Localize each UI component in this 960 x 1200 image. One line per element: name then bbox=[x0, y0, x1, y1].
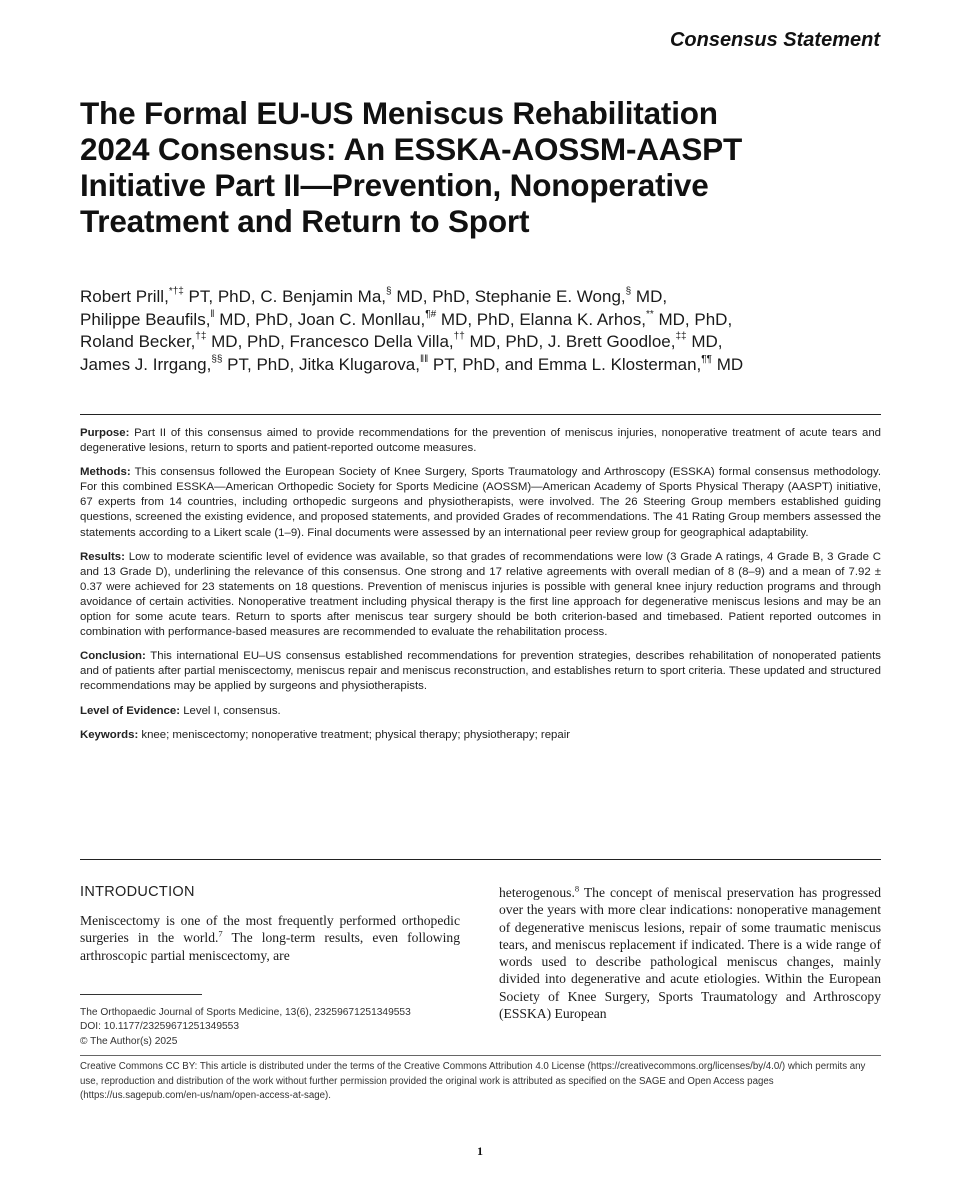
intro-paragraph-right bbox=[499, 884, 881, 1022]
intro-text: The long-term results, even following arthroscopic partial meniscectomy, are bbox=[80, 930, 460, 963]
author-name: Stephanie E. Wong, bbox=[474, 287, 626, 306]
author-list bbox=[80, 286, 890, 376]
abstract-keywords-text: knee; meniscectomy; nonoperative treatment; physical therapy; physiotherapy; repair bbox=[141, 728, 571, 741]
abstract-top-rule bbox=[80, 414, 881, 415]
author-degree: MD, PhD, bbox=[464, 332, 548, 351]
title-line: Treatment and Return to Sport bbox=[80, 203, 530, 239]
abstract-conclusion-text: This international EU–US consensus established recommendations for prevention strategies, describes rehabilitation of nonoperated patients and of patients after partial meniscectomy, meniscus repair and meniscus reconstruction, and establishes return to sport criteria. These updated and structured recommendations may be applied by surgeons and physiotherapists. bbox=[80, 650, 882, 693]
title-line: 2024 Consensus: An ESSKA-AOSSM-AASPT bbox=[80, 131, 743, 167]
author-affiliation-mark: ‖ bbox=[210, 308, 215, 320]
author-affiliation-mark: § bbox=[386, 286, 392, 298]
section-label: Consensus Statement bbox=[669, 29, 880, 51]
abstract-methods-text: This consensus followed the European Society of Knee Surgery, Sports Traumatology and Arthroscopy (ESSKA) formal consensus methodology. For this combined ESSKA—American Orthopedic Society for Sports Medicine (AOSSM)—American Academy of Sports Physical Therapy (AASPT) initiative, 67 experts from 14 countries, including orthopedic surgeons and physiotherapists, were involved. The 26 Steering Group members established guiding questions, screened the existing evidence, and proposed statements, and provided Grades of recommendations. The 41 Rating Group members assessed the statements according to a Likert scale (1–9). Final documents were assessed by an international peer review group for geographical adaptability. bbox=[80, 466, 881, 539]
intro-text: heterogenous. bbox=[499, 885, 575, 900]
article-title bbox=[80, 95, 890, 239]
author-degree: MD, PhD, bbox=[391, 287, 475, 306]
abstract-keywords-label: Keywords: bbox=[80, 728, 139, 741]
author-name: Francesco Della Villa, bbox=[289, 332, 454, 351]
author-name: Robert Prill, bbox=[80, 287, 169, 306]
author-name: Roland Becker, bbox=[80, 332, 196, 351]
author-degree: MD bbox=[712, 354, 744, 374]
author-degree: MD, PhD, bbox=[436, 309, 520, 329]
author-name: J. Brett Goodloe, bbox=[547, 332, 676, 351]
author-name: James J. Irrgang, bbox=[80, 354, 212, 374]
intro-text: Meniscectomy is one of the most frequently performed orthopedic surgeries in the world. bbox=[80, 913, 460, 946]
abstract-results-label: Results: bbox=[80, 550, 125, 563]
author-affiliation-mark: § bbox=[625, 286, 632, 298]
author-name: Elanna K. Arhos, bbox=[519, 309, 646, 329]
author-degree: MD, PhD, bbox=[214, 309, 298, 329]
abstract-keywords bbox=[80, 728, 881, 743]
license-rule bbox=[80, 1055, 881, 1056]
abstract-bottom-rule bbox=[80, 859, 881, 860]
author-degree: MD, PhD, bbox=[653, 309, 733, 329]
journal-info bbox=[80, 1006, 480, 1049]
intro-text: The concept of meniscal preservation has progressed over the years with more clear indications: nonoperative management of degenerative meniscus lesions, repair of some traumatic meniscus tears, and meniscus replacement if indicated. There is a wide range of words used to describe pathological meniscus changes, mainly divided into degenerative and acute etiologies. Within the European Society of Knee Surgery, Sports Traumatology and Arthroscopy (ESSKA) European bbox=[499, 885, 881, 1022]
abstract-conclusion bbox=[80, 649, 881, 694]
copyright: © The Author(s) 2025 bbox=[80, 1035, 178, 1047]
abstract-results bbox=[80, 550, 881, 641]
author-affiliation-mark: ‡‡ bbox=[675, 331, 687, 343]
author-degree: MD, bbox=[631, 287, 668, 306]
author-degree: PT, PhD, bbox=[222, 354, 299, 374]
abstract-evidence-text: Level I, consensus. bbox=[183, 704, 281, 717]
license-notice: Creative Commons CC BY: This article is distributed under the terms of the Creative Commons Attribution 4.0 License (https://creativecommons.org/licenses/by/4.0/) which permits any use, reproduction and distribution of the work without further permission provided the original work is attributed as specified on the SAGE and Open Access pages (https://us.sagepub.com/en-us/nam/open-access-at-sage). bbox=[80, 1061, 866, 1102]
abstract-results-text: Low to moderate scientific level of evidence was available, so that grades of recommendations were low (3 Grade A ratings, 4 Grade B, 3 Grade C and 13 Grade D), underlining the relevance of this consensus. One strong and 17 relative agreements with overall median of 8 (8–9) and a mean of 7.92 ± 0.37 were achieved for 23 statements on 18 questions. Prevention of meniscus injuries is possible with general knee injury reduction programs and through avoidance of certain activities. Nonoperative treatment including physical therapy is the first line approach for degenerative meniscus lesions and may be an option for some acute tears. Return to sports after meniscus tear surgery should be both criterion-based and timebased. Patient reported outcomes in combination with performance-based measures are recommended to evaluate the rehabilitation process. bbox=[80, 550, 882, 639]
author-name: C. Benjamin Ma, bbox=[260, 287, 387, 306]
abstract-conclusion-label: Conclusion: bbox=[80, 650, 146, 663]
abstract-purpose-label: Purpose: bbox=[80, 427, 130, 439]
abstract-purpose-text: Part II of this consensus aimed to provide recommendations for the prevention of meniscus injuries, nonoperative treatment of acute tears and degenerative lesions, return to sports and patient-reported outcome measures. bbox=[80, 427, 882, 455]
intro-paragraph-left bbox=[80, 912, 460, 964]
author-affiliation-mark: ¶¶ bbox=[701, 353, 713, 365]
author-degree: PT, PhD, and bbox=[428, 354, 538, 374]
abstract-level-of-evidence bbox=[80, 704, 881, 719]
author-degree: PT, PhD, bbox=[183, 287, 261, 306]
author-name: Joan C. Monllau, bbox=[297, 309, 426, 329]
doi: DOI: 10.1177/23259671251349553 bbox=[80, 1021, 239, 1033]
author-affiliation-mark: ** bbox=[645, 308, 654, 320]
author-degree: MD, PhD, bbox=[206, 332, 290, 351]
abstract-evidence-label: Level of Evidence: bbox=[80, 704, 181, 717]
abstract-methods-label: Methods: bbox=[80, 466, 131, 479]
abstract bbox=[80, 426, 881, 752]
author-affiliation-mark: *†‡ bbox=[168, 286, 184, 298]
reference-marker: 8 bbox=[574, 883, 580, 894]
author-degree: MD, bbox=[686, 332, 723, 351]
author-affiliation-mark: §§ bbox=[211, 353, 223, 365]
reference-marker: 7 bbox=[218, 928, 223, 939]
abstract-purpose bbox=[80, 426, 881, 456]
author-affiliation-mark: †† bbox=[453, 331, 465, 343]
author-name: Jitka Klugarova, bbox=[298, 354, 420, 374]
intro-left-column bbox=[80, 884, 460, 964]
journal-citation: The Orthopaedic Journal of Sports Medicine, 13(6), 23259671251349553 bbox=[80, 1007, 411, 1018]
author-affiliation-mark: ¶# bbox=[425, 308, 437, 320]
intro-right-column bbox=[499, 884, 881, 1022]
page-number: 1 bbox=[477, 1144, 483, 1158]
author-affiliation-mark: †‡ bbox=[195, 331, 207, 343]
title-line: Initiative Part II—Prevention, Nonoperative bbox=[80, 167, 709, 203]
title-line: The Formal EU-US Meniscus Rehabilitation bbox=[80, 95, 718, 131]
author-affiliation-mark: ‖‖ bbox=[419, 353, 429, 365]
footnote-rule bbox=[80, 994, 202, 995]
section-heading: INTRODUCTION bbox=[80, 884, 195, 900]
author-name: Emma L. Klosterman, bbox=[537, 354, 702, 374]
author-name: Philippe Beaufils, bbox=[80, 309, 211, 329]
abstract-methods bbox=[80, 465, 881, 540]
